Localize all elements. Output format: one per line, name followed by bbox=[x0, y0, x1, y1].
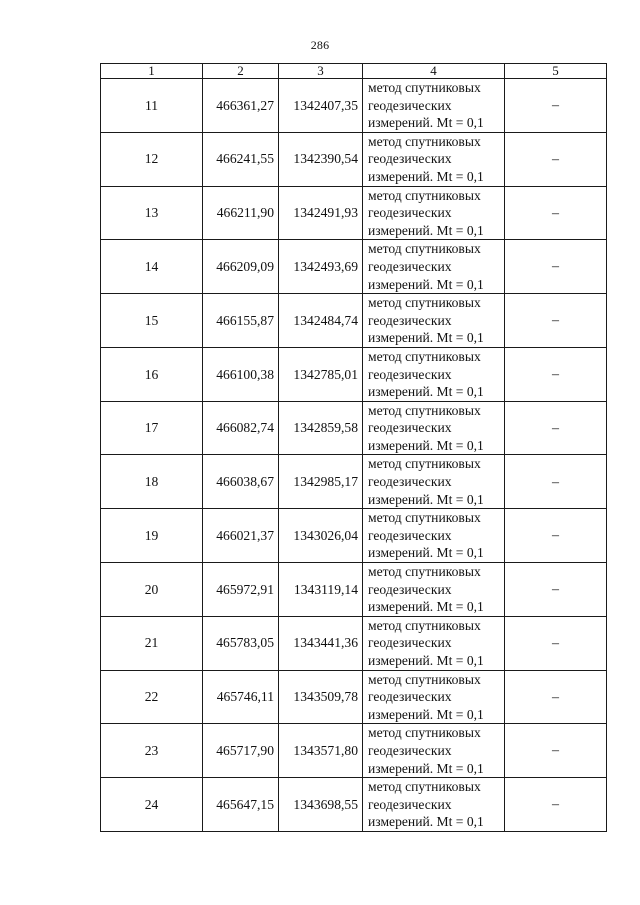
method-line: метод спутниковых bbox=[368, 456, 481, 472]
point-number-cell: 15 bbox=[101, 294, 203, 348]
page-number: 286 bbox=[310, 38, 330, 52]
note-dash: – bbox=[552, 582, 559, 598]
method-line: геодезических bbox=[368, 581, 452, 597]
x-coordinate-cell: 466155,87 bbox=[203, 294, 279, 348]
note-cell bbox=[505, 294, 607, 348]
method-line: метод спутниковых bbox=[368, 80, 481, 95]
method-line: метод спутниковых bbox=[368, 510, 481, 526]
point-number-cell: 20 bbox=[101, 563, 203, 617]
method-line: измерений. Mt = 0,1 bbox=[368, 545, 484, 561]
point-number-cell: 24 bbox=[101, 778, 203, 832]
header-cell-2: 2 bbox=[203, 64, 279, 79]
note-cell bbox=[505, 186, 607, 240]
method-line: геодезических bbox=[368, 796, 452, 812]
note-cell bbox=[505, 132, 607, 186]
point-number-cell: 22 bbox=[101, 670, 203, 724]
note-dash: – bbox=[552, 367, 559, 382]
note-dash: – bbox=[552, 151, 559, 167]
note-cell bbox=[505, 401, 607, 455]
point-number-cell: 23 bbox=[101, 724, 203, 778]
note-cell bbox=[505, 455, 607, 509]
x-coordinate-cell: 466082,74 bbox=[203, 401, 279, 455]
method-cell bbox=[363, 132, 505, 186]
point-number-cell: 19 bbox=[101, 509, 203, 563]
table-row bbox=[101, 401, 607, 455]
method-cell bbox=[363, 347, 505, 401]
point-number-cell: 13 bbox=[101, 186, 203, 240]
method-cell bbox=[363, 563, 505, 617]
header-cell-1: 1 bbox=[101, 64, 203, 79]
method-cell bbox=[363, 79, 505, 133]
point-number-cell: 17 bbox=[101, 401, 203, 455]
method-line: метод спутниковых bbox=[368, 617, 481, 633]
note-cell bbox=[505, 616, 607, 670]
x-coordinate-cell: 466038,67 bbox=[203, 455, 279, 509]
header-cell-5: 5 bbox=[505, 64, 607, 79]
method-line: измерений. Mt = 0,1 bbox=[368, 706, 484, 722]
y-coordinate-cell: 1342484,74 bbox=[279, 294, 363, 348]
method-cell bbox=[363, 455, 505, 509]
table-row bbox=[101, 778, 607, 832]
point-number-cell: 18 bbox=[101, 455, 203, 509]
x-coordinate-cell: 466241,55 bbox=[203, 132, 279, 186]
method-line: геодезических bbox=[368, 258, 452, 274]
method-line: измерений. Mt = 0,1 bbox=[368, 168, 484, 184]
x-coordinate-cell: 466021,37 bbox=[203, 509, 279, 563]
y-coordinate-cell: 1342493,69 bbox=[279, 240, 363, 294]
point-number-cell: 14 bbox=[101, 240, 203, 294]
table-row bbox=[101, 240, 607, 294]
note-dash: – bbox=[552, 528, 559, 544]
y-coordinate-cell: 1343571,80 bbox=[279, 724, 363, 778]
note-dash: – bbox=[552, 689, 559, 705]
method-line: геодезических bbox=[368, 474, 452, 490]
method-line: измерений. Mt = 0,1 bbox=[368, 814, 484, 830]
method-cell bbox=[363, 509, 505, 563]
point-number-cell: 16 bbox=[101, 347, 203, 401]
method-line: геодезических bbox=[368, 635, 452, 651]
method-line: геодезических bbox=[368, 151, 452, 167]
method-line: измерений. Mt = 0,1 bbox=[368, 384, 484, 400]
x-coordinate-cell: 465783,05 bbox=[203, 616, 279, 670]
y-coordinate-cell: 1342785,01 bbox=[279, 347, 363, 401]
note-cell bbox=[505, 778, 607, 832]
note-dash: – bbox=[552, 98, 559, 114]
y-coordinate-cell: 1343698,55 bbox=[279, 778, 363, 832]
method-line: геодезических bbox=[368, 205, 452, 221]
note-dash: – bbox=[552, 259, 559, 275]
note-dash: – bbox=[552, 205, 559, 221]
method-line: геодезических bbox=[368, 689, 452, 705]
x-coordinate-cell: 466211,90 bbox=[203, 186, 279, 240]
note-dash: – bbox=[552, 420, 559, 436]
x-coordinate-cell: 466100,38 bbox=[203, 347, 279, 401]
header-cell-3: 3 bbox=[279, 64, 363, 79]
x-coordinate-cell: 465717,90 bbox=[203, 724, 279, 778]
point-number-cell: 21 bbox=[101, 616, 203, 670]
method-cell bbox=[363, 294, 505, 348]
note-cell bbox=[505, 240, 607, 294]
x-coordinate-cell: 465746,11 bbox=[203, 670, 279, 724]
method-line: измерений. Mt = 0,1 bbox=[368, 760, 484, 776]
table-row bbox=[101, 670, 607, 724]
method-line: измерений. Mt = 0,1 bbox=[368, 437, 484, 453]
y-coordinate-cell: 1343441,36 bbox=[279, 616, 363, 670]
note-cell bbox=[505, 79, 607, 133]
method-line: измерений. Mt = 0,1 bbox=[368, 222, 484, 238]
table-row bbox=[101, 509, 607, 563]
method-line: геодезических bbox=[368, 312, 452, 328]
y-coordinate-cell: 1343509,78 bbox=[279, 670, 363, 724]
method-line: геодезических bbox=[368, 420, 452, 436]
table-row bbox=[101, 132, 607, 186]
y-coordinate-cell: 1342985,17 bbox=[279, 455, 363, 509]
point-number-cell: 11 bbox=[101, 79, 203, 133]
note-cell bbox=[505, 724, 607, 778]
method-cell bbox=[363, 778, 505, 832]
coordinates-table bbox=[100, 63, 607, 832]
method-line: метод спутниковых bbox=[368, 133, 481, 149]
method-line: измерений. Mt = 0,1 bbox=[368, 330, 484, 346]
table-row bbox=[101, 186, 607, 240]
header-cell-4: 4 bbox=[363, 64, 505, 79]
x-coordinate-cell: 465647,15 bbox=[203, 778, 279, 832]
y-coordinate-cell: 1342407,35 bbox=[279, 79, 363, 133]
y-coordinate-cell: 1343026,04 bbox=[279, 509, 363, 563]
method-line: геодезических bbox=[368, 366, 452, 382]
point-number-cell: 12 bbox=[101, 132, 203, 186]
method-line: метод спутниковых bbox=[368, 564, 481, 580]
table-row bbox=[101, 79, 607, 133]
table-row bbox=[101, 724, 607, 778]
y-coordinate-cell: 1342859,58 bbox=[279, 401, 363, 455]
method-line: геодезических bbox=[368, 527, 452, 543]
method-cell bbox=[363, 670, 505, 724]
method-line: геодезических bbox=[368, 97, 452, 113]
x-coordinate-cell: 466209,09 bbox=[203, 240, 279, 294]
x-coordinate-cell: 466361,27 bbox=[203, 79, 279, 133]
method-line: метод спутниковых bbox=[368, 241, 481, 257]
method-line: измерений. Mt = 0,1 bbox=[368, 276, 484, 292]
table-row bbox=[101, 347, 607, 401]
table-row bbox=[101, 455, 607, 509]
x-coordinate-cell: 465972,91 bbox=[203, 563, 279, 617]
method-line: метод спутниковых bbox=[368, 348, 481, 364]
note-dash: – bbox=[552, 743, 559, 759]
note-cell bbox=[505, 563, 607, 617]
note-dash: – bbox=[552, 635, 559, 651]
method-cell bbox=[363, 186, 505, 240]
method-line: измерений. Mt = 0,1 bbox=[368, 491, 484, 507]
method-cell bbox=[363, 724, 505, 778]
method-line: измерений. Mt = 0,1 bbox=[368, 653, 484, 668]
y-coordinate-cell: 1342390,54 bbox=[279, 132, 363, 186]
table-header-row bbox=[101, 64, 607, 79]
note-dash: – bbox=[552, 797, 559, 813]
method-line: измерений. Mt = 0,1 bbox=[368, 599, 484, 615]
note-cell bbox=[505, 670, 607, 724]
note-dash: – bbox=[552, 313, 559, 329]
method-line: метод спутниковых bbox=[368, 187, 481, 203]
table-row bbox=[101, 563, 607, 617]
note-dash: – bbox=[552, 474, 559, 490]
note-cell bbox=[505, 347, 607, 401]
note-cell bbox=[505, 509, 607, 563]
method-line: геодезических bbox=[368, 742, 452, 758]
method-line: метод спутниковых bbox=[368, 725, 481, 741]
method-cell bbox=[363, 616, 505, 670]
method-line: метод спутниковых bbox=[368, 295, 481, 311]
method-line: метод спутниковых bbox=[368, 402, 481, 418]
y-coordinate-cell: 1343119,14 bbox=[279, 563, 363, 617]
table-row bbox=[101, 294, 607, 348]
method-cell bbox=[363, 240, 505, 294]
method-line: метод спутниковых bbox=[368, 779, 481, 795]
method-line: измерений. Mt = 0,1 bbox=[368, 115, 484, 131]
method-cell bbox=[363, 401, 505, 455]
y-coordinate-cell: 1342491,93 bbox=[279, 186, 363, 240]
method-line: метод спутниковых bbox=[368, 671, 481, 687]
table-row bbox=[101, 616, 607, 670]
